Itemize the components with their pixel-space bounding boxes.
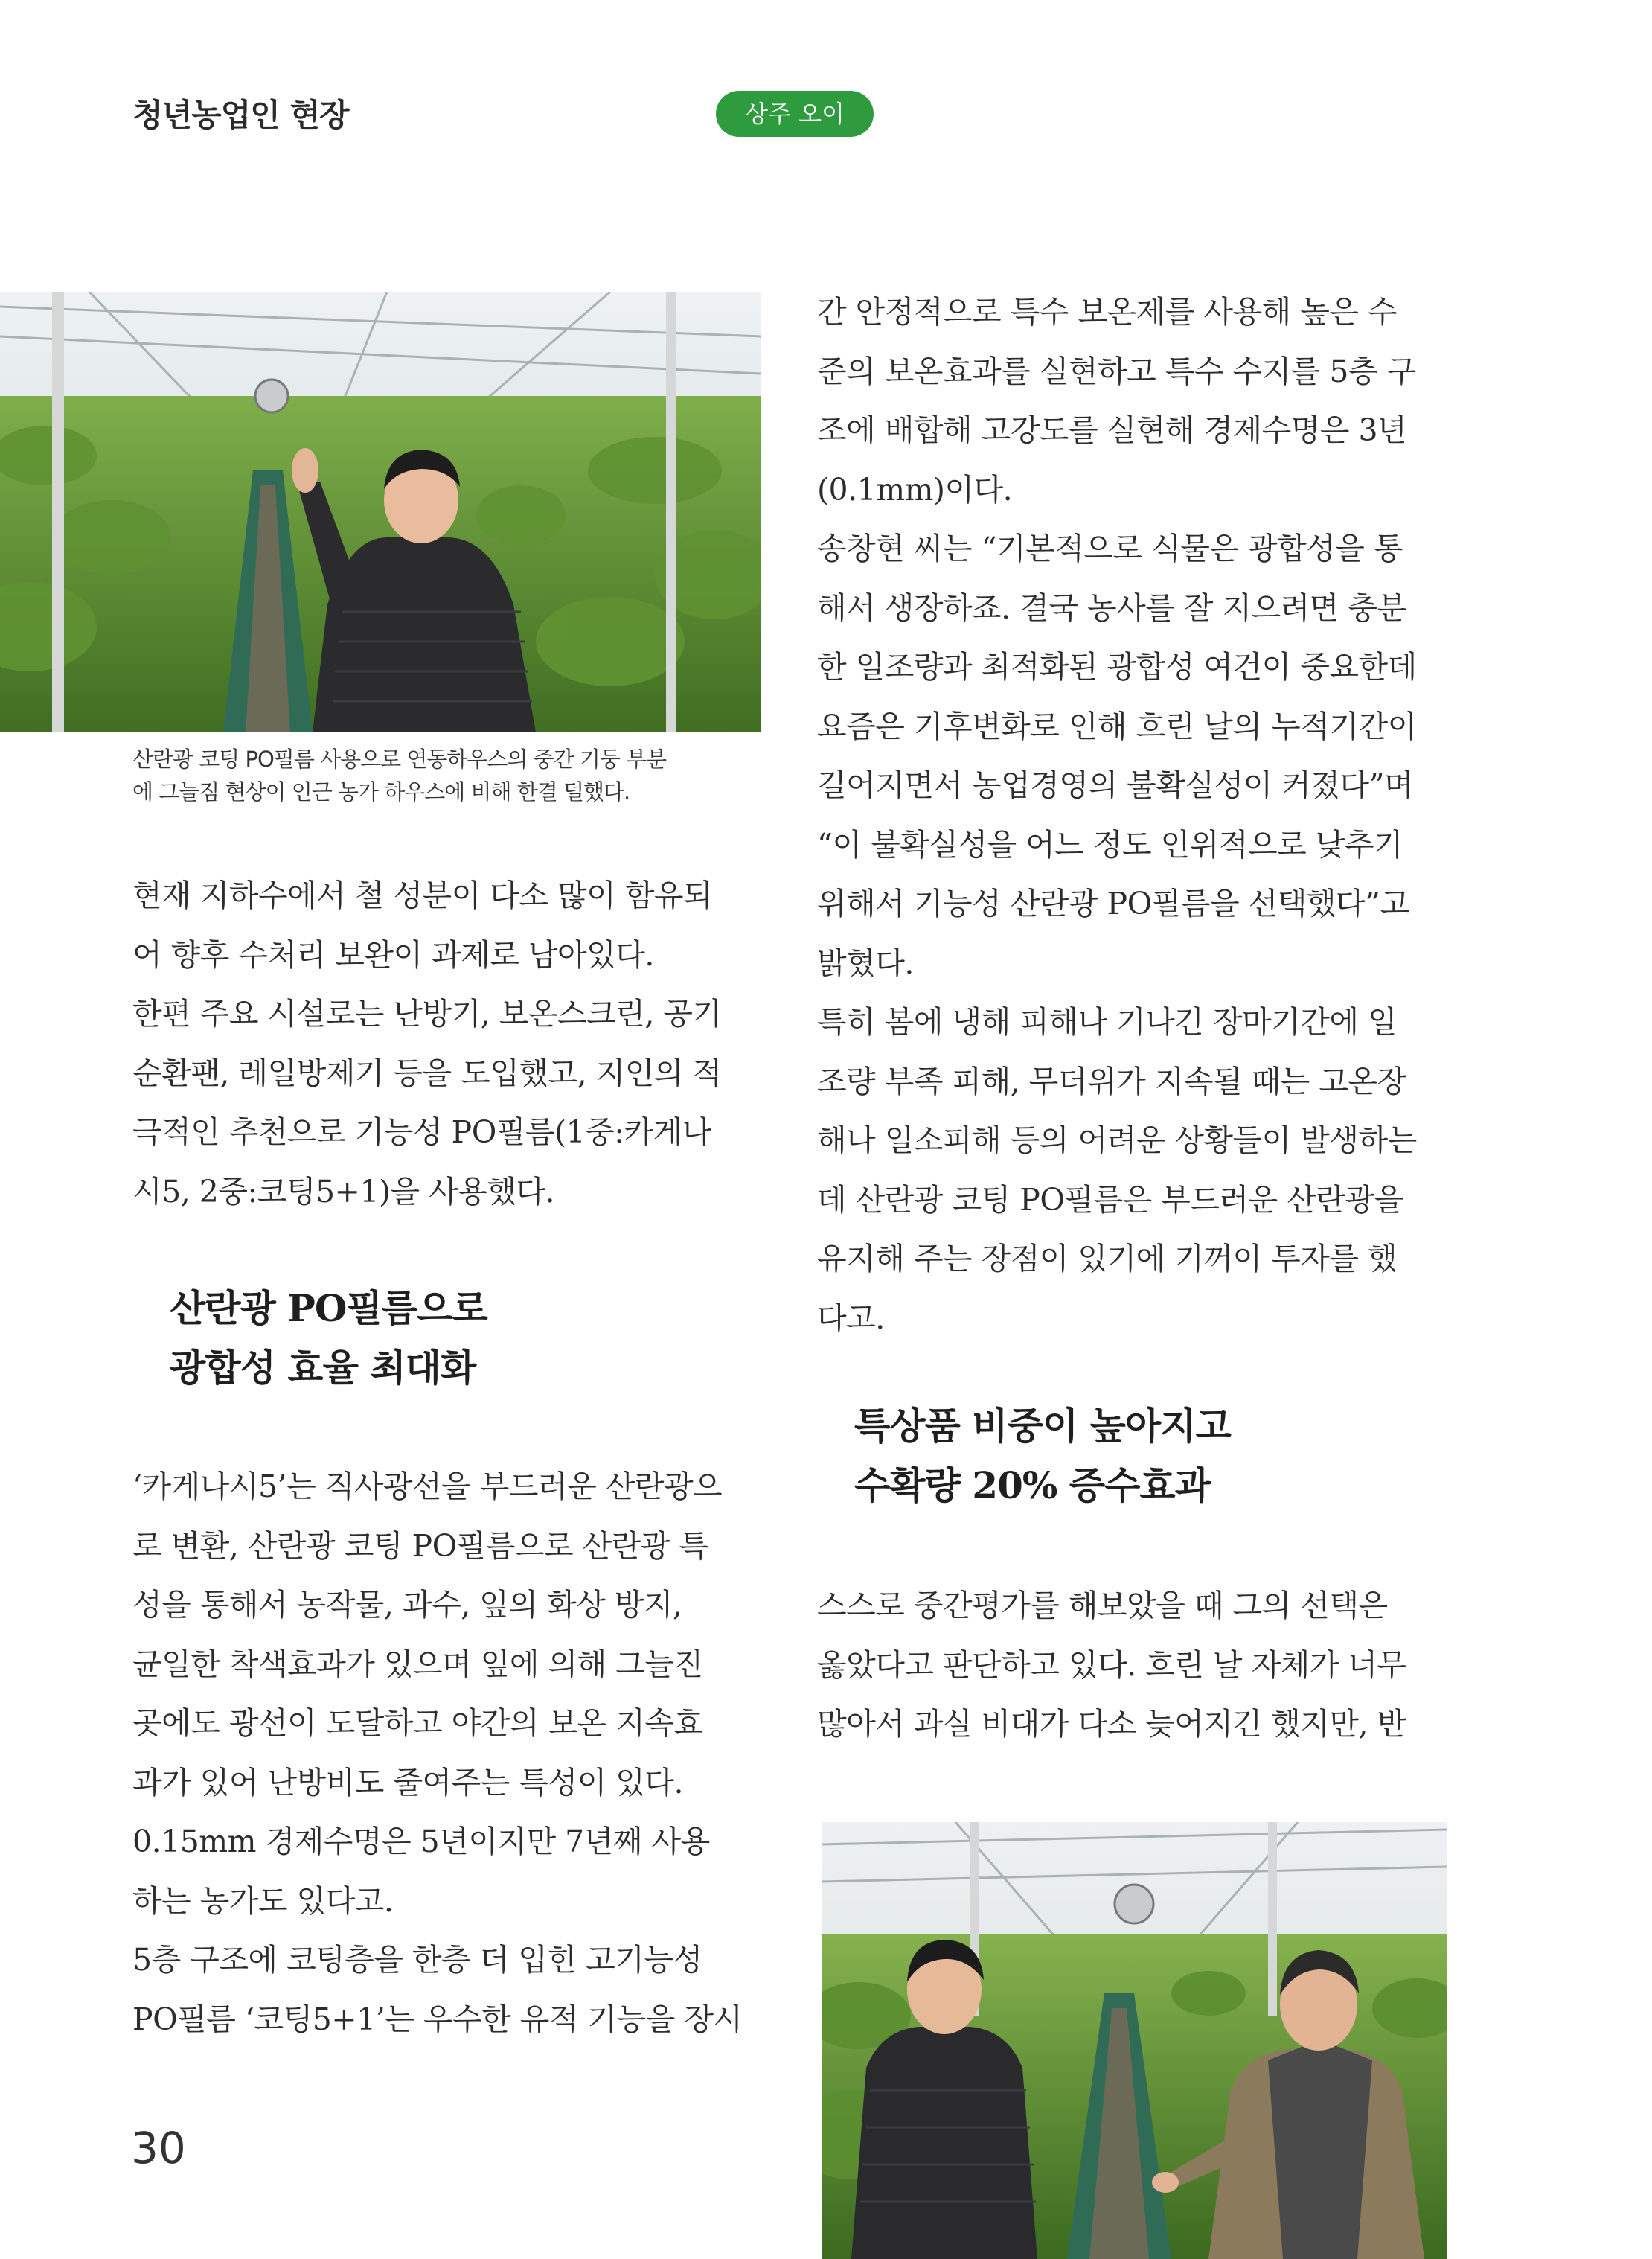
text-line: 극적인 추천으로 기능성 PO필름(1중:카게나 <box>132 1114 711 1150</box>
text-line: 스스로 중간평가를 해보았을 때 그의 선택은 <box>817 1588 1388 1623</box>
text-line: 간 안정적으로 특수 보온제를 사용해 높은 수 <box>817 294 1398 330</box>
text-line: 조량 부족 피해, 무더위가 지속될 때는 고온장 <box>817 1063 1406 1099</box>
text-line: 균일한 착색효과가 있으며 잎에 의해 그늘진 <box>132 1646 703 1682</box>
text-line: 밝혔다. <box>817 945 914 981</box>
text-line: 다고. <box>817 1300 885 1336</box>
text-line: 5층 구조에 코팅층을 한층 더 입힌 고기능성 <box>132 1942 702 1978</box>
heading-line: 특상품 비중이 높아지고 <box>854 1404 1231 1448</box>
right-section-heading <box>854 1396 1231 1515</box>
text-line: 준의 보온효과를 실현하고 특수 수지를 5층 구 <box>817 353 1416 389</box>
left-section-heading <box>170 1279 487 1398</box>
region-tag: 상주 오이 <box>716 91 874 137</box>
text-line: 해나 일소피해 등의 어려운 상황들이 발생하는 <box>817 1122 1417 1158</box>
heading-line: 광합성 효율 최대화 <box>170 1346 476 1390</box>
heading-line: 산란광 PO필름으로 <box>170 1286 487 1330</box>
photo-caption <box>132 743 765 808</box>
text-line: 곳에도 광선이 도달하고 야간의 보온 지속효 <box>132 1705 703 1741</box>
left-intro-text <box>132 866 722 1221</box>
text-line: 0.15mm 경제수명은 5년이지만 7년째 사용 <box>132 1824 710 1859</box>
caption-line: 산란광 코팅 PO필름 사용으로 연동하우스의 중간 기둥 부분 <box>132 747 667 772</box>
text-line: 하는 농가도 있다고. <box>132 1882 394 1919</box>
text-line: 과가 있어 난방비도 줄여주는 특성이 있다. <box>132 1764 683 1801</box>
text-line: 어 향후 수처리 보완이 과제로 남아있다. <box>132 936 654 973</box>
text-line: 요즘은 기후변화로 인해 흐린 날의 누적기간이 <box>817 708 1417 744</box>
text-line: 유지해 주는 장점이 있기에 기꺼이 투자를 했 <box>817 1241 1398 1277</box>
right-body-text <box>817 283 1417 1348</box>
text-line: 위해서 기능성 산란광 PO필름을 선택했다”고 <box>817 886 1409 921</box>
text-line: 옳았다고 판단하고 있다. 흐린 날 자체가 너무 <box>817 1646 1406 1683</box>
text-line: 길어지면서 농업경영의 불확실성이 커졌다”며 <box>817 767 1414 803</box>
text-line: 순환팬, 레일방제기 등을 도입했고, 지인의 적 <box>132 1055 722 1091</box>
text-line: 송창현 씨는 “기본적으로 식물은 광합성을 통 <box>817 531 1403 566</box>
text-line: ‘카게나시5’는 직사광선을 부드러운 산란광으 <box>132 1469 723 1504</box>
greenhouse-interview-photo <box>822 1822 1447 2259</box>
heading-line: 수확량 20% 증수효과 <box>854 1463 1211 1507</box>
greenhouse-portrait-photo <box>0 292 761 732</box>
text-line: 현재 지하수에서 철 성분이 다소 많이 함유되 <box>132 878 713 913</box>
text-line: 특히 봄에 냉해 피해나 기나긴 장마기간에 일 <box>817 1004 1398 1040</box>
text-line: “이 불확실성을 어느 정도 인위적으로 낮추기 <box>817 826 1403 863</box>
text-line: 로 변환, 산란광 코팅 PO필름으로 산란광 특 <box>132 1527 708 1564</box>
left-body-text <box>132 1457 743 2049</box>
text-line: 시5, 2중:코팅5+1)을 사용했다. <box>132 1173 555 1210</box>
text-line: 해서 생장하죠. 결국 농사를 잘 지으려면 충분 <box>817 589 1406 626</box>
text-line: 한편 주요 시설로는 난방기, 보온스크린, 공기 <box>132 996 722 1032</box>
text-line: PO필름 ‘코팅5+1’는 우수한 유적 기능을 장시 <box>132 2001 743 2037</box>
text-line: 성을 통해서 농작물, 과수, 잎의 화상 방지, <box>132 1587 682 1623</box>
text-line: 많아서 과실 비대가 다소 늦어지긴 했지만, 반 <box>817 1706 1406 1742</box>
section-label: 청년농업인 현장 <box>132 97 349 133</box>
text-line: 한 일조량과 최적화된 광합성 여건이 중요한데 <box>817 649 1417 685</box>
page-number: 30 <box>131 2123 186 2173</box>
text-line: 조에 배합해 고강도를 실현해 경제수명은 3년 <box>817 412 1407 448</box>
text-line: 데 산란광 코팅 PO필름은 부드러운 산란광을 <box>817 1181 1403 1218</box>
right-tail-text <box>817 1576 1406 1754</box>
caption-line: 에 그늘짐 현상이 인근 농가 하우스에 비해 한결 덜했다. <box>132 779 630 805</box>
text-line: (0.1mm)이다. <box>817 471 1013 508</box>
